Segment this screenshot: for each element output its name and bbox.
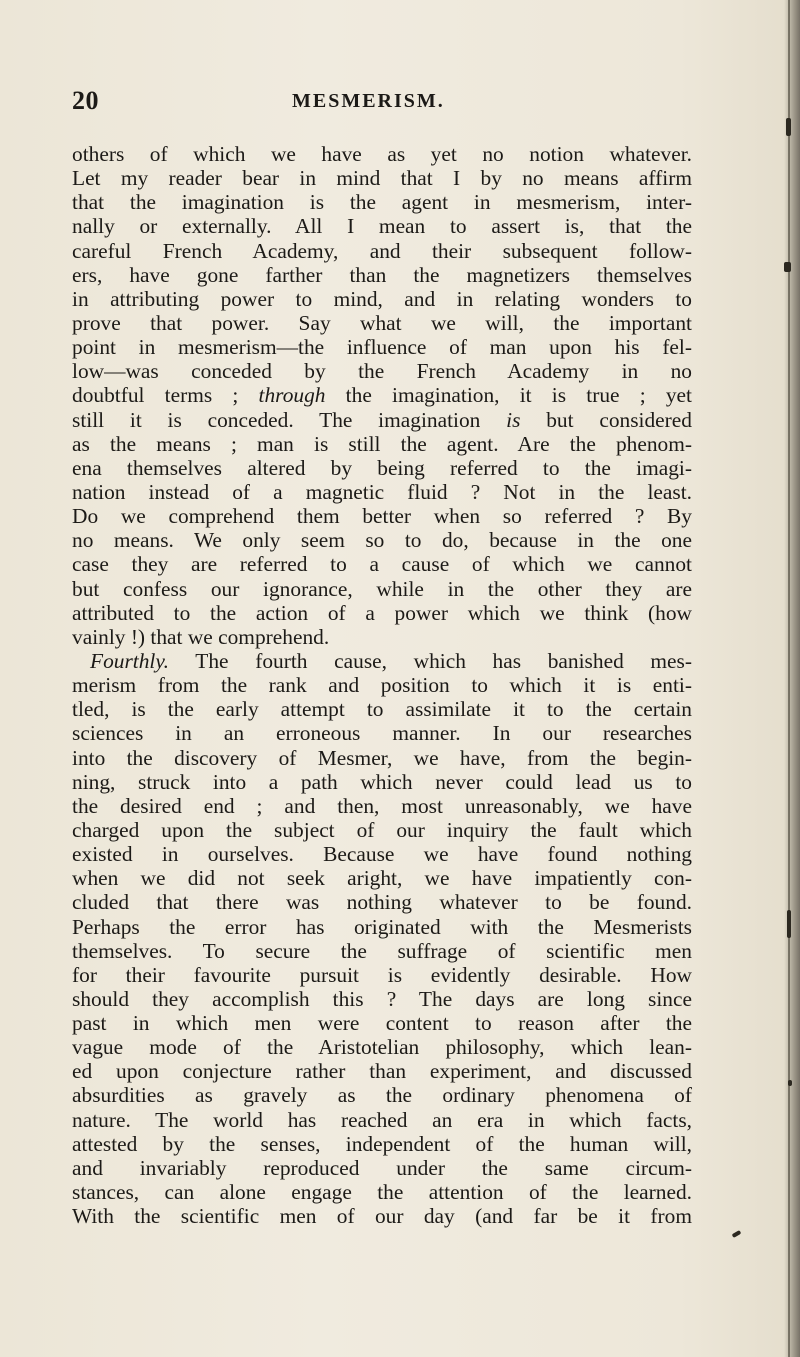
ink-speck	[732, 1230, 742, 1238]
ink-speck	[784, 262, 791, 272]
text-line: charged upon the subject of our inquiry the fault which	[72, 817, 692, 842]
text-line: as the means ; man is still the agent. Are the phenom-	[72, 431, 692, 456]
text-line: Do we comprehend them better when so referred ? By	[72, 504, 692, 529]
text-line: careful French Academy, and their subsequent follow-	[72, 238, 692, 263]
text-line: cluded that there was nothing whatever to be found.	[72, 890, 692, 915]
text-line: into the discovery of Mesmer, we have, from the begin-	[72, 745, 692, 770]
page-number: 20	[72, 86, 99, 115]
text-line: nature. The world has reached an era in which facts,	[72, 1107, 692, 1132]
text-line: but confess our ignorance, while in the other they are	[72, 576, 692, 601]
ink-speck	[787, 910, 791, 938]
text-line: should they accomplish this ? The days are long since	[72, 986, 692, 1011]
running-head	[72, 86, 682, 116]
text-line: still it is conceded. The imagination is but considered	[72, 407, 692, 432]
text-line: the desired end ; and then, most unreasonably, we have	[72, 793, 692, 818]
paragraph-start-line: Fourthly. The fourth cause, which has banished mes-	[90, 648, 692, 673]
body-text	[72, 142, 692, 1228]
text-line: no means. We only seem so to do, because in the one	[72, 528, 692, 553]
text-line: ed upon conjecture rather than experiment, and discussed	[72, 1059, 692, 1084]
text-line: point in mesmerism—the influence of man upon his fel-	[72, 335, 692, 360]
text-line: when we did not seek aright, we have impatiently con-	[72, 866, 692, 891]
text-line: ers, have gone farther than the magnetizers themselves	[72, 262, 692, 287]
text-line: existed in ourselves. Because we have found nothing	[72, 842, 692, 867]
text-line: case they are referred to a cause of which we cannot	[72, 552, 692, 577]
text-line: that the imagination is the agent in mesmerism, inter-	[72, 190, 692, 215]
page-binding-edge	[788, 0, 790, 1357]
paragraph-end-line: vainly !) that we comprehend.	[72, 624, 330, 649]
text-line: With the scientific men of our day (and far be it from	[72, 1204, 692, 1229]
running-title: MESMERISM.	[292, 90, 445, 112]
text-line: and invariably reproduced under the same circum-	[72, 1155, 692, 1180]
ink-speck	[788, 1080, 792, 1086]
text-line: in attributing power to mind, and in relating wonders to	[72, 286, 692, 311]
text-line: nation instead of a magnetic fluid ? Not in the least.	[72, 479, 692, 504]
ink-speck	[786, 118, 791, 136]
text-line: absurdities as gravely as the ordinary phenomena of	[72, 1083, 692, 1108]
text-line: nally or externally. All I mean to assert is, that the	[72, 214, 692, 239]
text-line: doubtful terms ; through the imagination, it is true ; yet	[72, 383, 692, 408]
text-line: for their favourite pursuit is evidently desirable. How	[72, 962, 692, 987]
text-line: others of which we have as yet no notion whatever.	[72, 142, 692, 166]
text-line: stances, can alone engage the attention of the learned.	[72, 1180, 692, 1205]
text-line: prove that power. Say what we will, the important	[72, 310, 692, 335]
text-line: sciences in an erroneous manner. In our researches	[72, 721, 692, 746]
text-line: merism from the rank and position to which it is enti-	[72, 673, 692, 698]
text-line: ning, struck into a path which never could lead us to	[72, 769, 692, 794]
text-line: tled, is the early attempt to assimilate it to the certain	[72, 697, 692, 722]
text-line: Perhaps the error has originated with the Mesmerists	[72, 914, 692, 939]
page-edge-shadow	[784, 0, 800, 1357]
text-line: past in which men were content to reason after the	[72, 1011, 692, 1036]
text-line: ena themselves altered by being referred to the imagi-	[72, 455, 692, 480]
text-line: attested by the senses, independent of the human will,	[72, 1131, 692, 1156]
text-line: themselves. To secure the suffrage of scientific men	[72, 938, 692, 963]
text-line: attributed to the action of a power which we think (how	[72, 600, 692, 625]
text-line: low—was conceded by the French Academy in no	[72, 359, 692, 384]
text-line: vague mode of the Aristotelian philosophy, which lean-	[72, 1035, 692, 1060]
text-line: Let my reader bear in mind that I by no means affirm	[72, 166, 692, 191]
